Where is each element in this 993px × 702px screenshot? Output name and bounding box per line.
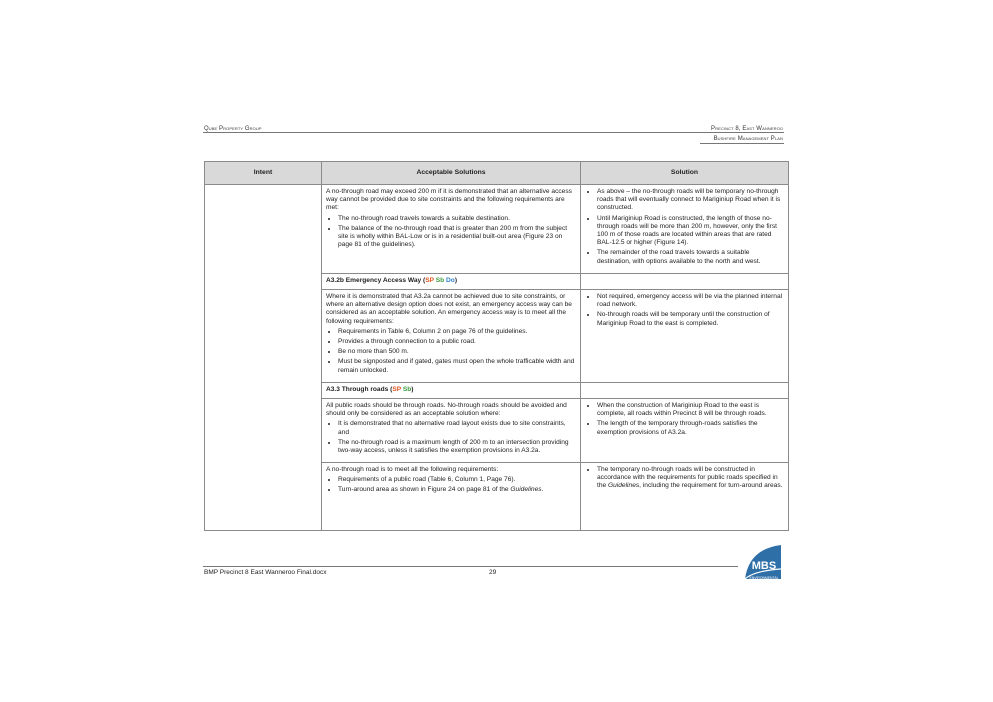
header-acceptable-solutions: Acceptable Solutions [322,162,581,185]
list-item: • The no-through road travels towards a suitable destination. [338,215,576,223]
list-item: • Provides a through connection to a public road. [338,338,576,346]
list-item-text: The temporary no-through roads will be constructed in accordance with the requirements for public roads specified in the [597,466,778,490]
header-solution: Solution [581,162,789,185]
footer-rule [203,566,738,567]
acceptable-cell [322,289,581,382]
subheading-a33 [322,383,581,399]
list-item: • Must be signposted and if gated, gates must open the whole trafficable width and remain unlocked. [338,358,576,374]
list-item: • When the construction of Mariginiup Road to the east is complete, all roads within Precinct 8 will be through roads. [597,402,784,418]
acceptable-cell [322,185,581,274]
list-item [597,466,784,491]
list-item: • It is demonstrated that no alternative road layout exists due to site constraints, and [338,420,576,436]
list-item: • As above – the no-through roads will be temporary no-through roads that will eventually connect to Mariginiup Road when it is constructed. [597,188,784,213]
list-item [338,486,576,494]
list-item-text-end: , including the requirement for turn-around areas. [639,482,783,490]
mbs-logo [741,541,783,584]
tag-sp: SP [392,386,401,394]
list-item: • Until Mariginiup Road is constructed, the length of those no-through roads will be more than 200 m, however, only the first 100 m of those roads are located within areas that are rated BAL-12.5 or higher (Figure 14). [597,215,784,248]
logo-text: MBS [751,560,777,572]
subheading-text: A3.2b Emergency Access Way ( [326,277,426,285]
subheading-close: ) [411,386,414,394]
acceptable-intro: A no-through road is to meet all the following requirements: [326,466,499,473]
solution-cell-empty [581,383,789,399]
header-intent: Intent [205,162,322,185]
list-item: • No-through roads will be temporary until the construction of Mariginiup Road to the east is completed. [597,311,784,327]
header-project: Precinct 8, East Wanneroo [711,126,783,132]
footer-filename: BMP Precinct 8 East Wanneroo Final.docx [204,569,327,576]
list-item: • Not required, emergency access will be via the planned internal road network. [597,293,784,309]
list-item: • Requirements of a public road (Table 6, Column 1, Page 76). [338,476,576,484]
solution-cell [581,463,789,531]
page-number: 29 [489,569,497,576]
intent-cell [205,185,322,531]
acceptable-cell [322,398,581,462]
list-item: • The length of the temporary through-roads satisfies the exemption provisions of A3.2a. [597,420,784,436]
header-doc-type: Bushfire Management Plan [713,136,783,142]
list-item-text-end: . [541,486,544,494]
acceptable-intro: All public roads should be through roads. No-through roads should be avoided and should only be considered as an acceptable solution where: [326,401,567,418]
guidelines-emphasis: Guidelines [510,486,542,494]
tag-do: Do [446,277,455,285]
table-header-row [205,162,789,185]
logo-subtext: ENVIRONMENTAL [749,576,779,580]
header-rule-short [700,143,784,144]
solution-cell-empty [581,274,789,290]
list-item: • Requirements in Table 6, Column 2 on page 76 of the guidelines. [338,328,576,336]
table-row [205,185,789,274]
tag-sb: Sb [435,277,445,285]
solution-cell [581,398,789,462]
subheading-text: A3.3 Through roads ( [326,386,393,394]
acceptable-intro: A no-through road may exceed 200 m if it is demonstrated that an alternative access way cannot be provided due to site constraints and the following requirements are met: [326,188,572,212]
list-item: • The balance of the no-through road that is greater than 200 m from the subject site is wholly within BAL-Low or is in a residential built-out area (Figure 23 on page 81 of the guidelines). [338,225,576,250]
list-item: • The no-through road is a maximum length of 200 m to an intersection providing two-way access, unless it satisfies the exemption provisions in A3.2a. [338,439,576,455]
solution-cell [581,289,789,382]
subheading-a32b [322,274,581,290]
list-item-text: Turn-around area as shown in Figure 24 on page 81 of the [338,486,511,494]
acceptable-intro: Where it is demonstrated that A3.2a cannot be achieved due to site constraints, or where an alternative design option does not exist, an emergency access way can be considered as an acceptable solution. An emergency access way is to meet all the following requirements: [326,292,572,325]
list-item: • The remainder of the road travels towards a suitable destination, with options available to the north and west. [597,249,784,265]
requirements-table [204,161,789,531]
solution-cell [581,185,789,274]
tag-sp: SP [425,277,434,285]
guidelines-emphasis: Guidelines [608,482,640,490]
acceptable-cell [322,463,581,531]
header-company: Qube Property Group [204,126,262,132]
list-item: • Be no more than 500 m. [338,348,576,356]
subheading-close: ) [454,277,458,285]
tag-sb: Sb [402,386,412,394]
header-rule [203,132,784,133]
